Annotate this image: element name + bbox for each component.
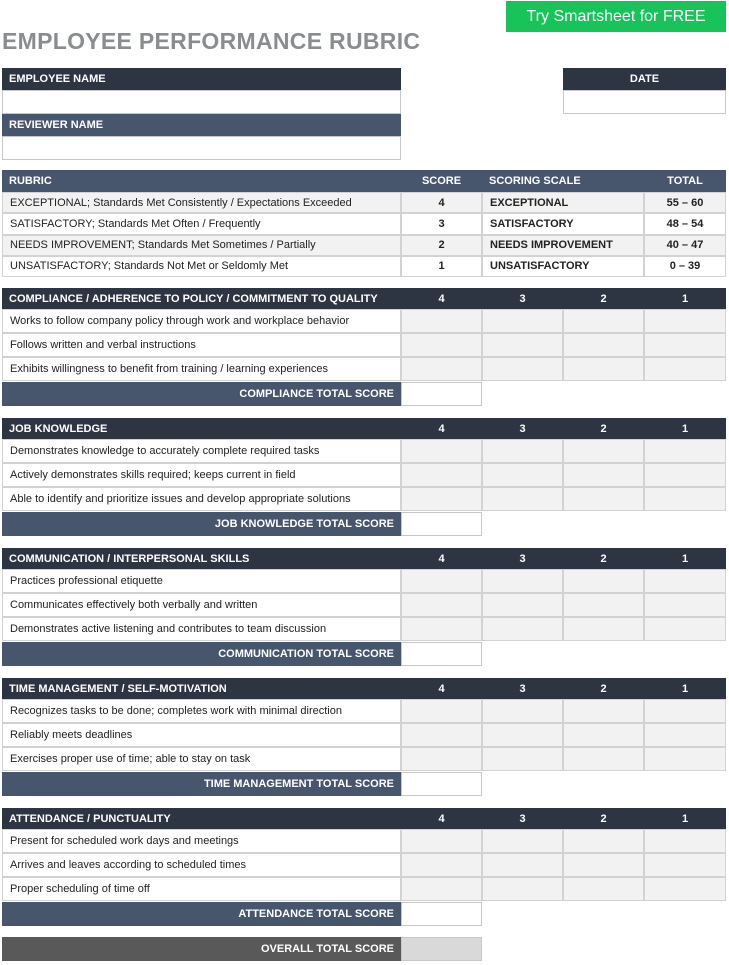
section-total-input[interactable] (401, 772, 482, 796)
score-input-cell[interactable] (401, 829, 482, 853)
date-label: DATE (563, 68, 726, 90)
reviewer-name-label: REVIEWER NAME (2, 114, 401, 136)
overall-total-input[interactable] (401, 937, 482, 961)
criteria-item: Works to follow company policy through work and workplace behavior (2, 309, 401, 333)
score-input-cell[interactable] (644, 487, 726, 511)
score-input-cell[interactable] (644, 463, 726, 487)
rubric-scale: UNSATISFACTORY (482, 256, 644, 277)
score-input-cell[interactable] (401, 877, 482, 901)
score-column-header: 2 (563, 808, 644, 829)
rubric-total-range: 40 – 47 (644, 235, 726, 256)
rubric-total-range: 48 – 54 (644, 213, 726, 234)
criteria-item: Proper scheduling of time off (2, 877, 401, 901)
score-column-header: 4 (401, 678, 482, 699)
score-input-cell[interactable] (563, 617, 644, 641)
rubric-scale: NEEDS IMPROVEMENT (482, 235, 644, 256)
score-column-header: 1 (644, 808, 726, 829)
score-column-header: 1 (644, 418, 726, 439)
score-input-cell[interactable] (644, 699, 726, 723)
rubric-scale: EXCEPTIONAL (482, 192, 644, 213)
score-input-cell[interactable] (644, 877, 726, 901)
try-smartsheet-button[interactable]: Try Smartsheet for FREE (506, 1, 726, 32)
score-input-cell[interactable] (563, 853, 644, 877)
score-input-cell[interactable] (482, 333, 563, 357)
score-input-cell[interactable] (401, 853, 482, 877)
section-title: COMPLIANCE / ADHERENCE TO POLICY / COMMITMENT TO QUALITY (2, 288, 401, 309)
section-total-label: COMPLIANCE TOTAL SCORE (2, 382, 401, 406)
score-input-cell[interactable] (563, 829, 644, 853)
score-input-cell[interactable] (482, 877, 563, 901)
criteria-item: Recognizes tasks to be done; completes work with minimal direction (2, 699, 401, 723)
score-input-cell[interactable] (401, 439, 482, 463)
page-title: EMPLOYEE PERFORMANCE RUBRIC (2, 28, 421, 54)
score-column-header: 3 (482, 548, 563, 569)
score-input-cell[interactable] (563, 877, 644, 901)
score-input-cell[interactable] (644, 333, 726, 357)
score-input-cell[interactable] (401, 593, 482, 617)
score-header: SCORE (401, 170, 482, 192)
criteria-item: Follows written and verbal instructions (2, 333, 401, 357)
scoring-scale-header: SCORING SCALE (482, 170, 644, 192)
score-input-cell[interactable] (644, 617, 726, 641)
score-input-cell[interactable] (482, 747, 563, 771)
score-column-header: 2 (563, 678, 644, 699)
rubric-score: 1 (401, 256, 482, 277)
score-input-cell[interactable] (482, 357, 563, 381)
score-input-cell[interactable] (482, 309, 563, 333)
rubric-scale: SATISFACTORY (482, 213, 644, 234)
score-input-cell[interactable] (644, 439, 726, 463)
rubric-total-range: 0 – 39 (644, 256, 726, 277)
score-input-cell[interactable] (401, 487, 482, 511)
score-column-header: 2 (563, 548, 644, 569)
score-input-cell[interactable] (563, 593, 644, 617)
score-input-cell[interactable] (482, 617, 563, 641)
section-title: ATTENDANCE / PUNCTUALITY (2, 808, 401, 829)
score-input-cell[interactable] (482, 723, 563, 747)
criteria-item: Demonstrates knowledge to accurately complete required tasks (2, 439, 401, 463)
section-title: JOB KNOWLEDGE (2, 418, 401, 439)
score-column-header: 1 (644, 288, 726, 309)
score-input-cell[interactable] (482, 569, 563, 593)
section-total-label: COMMUNICATION TOTAL SCORE (2, 642, 401, 666)
employee-name-input[interactable] (2, 90, 401, 114)
score-column-header: 3 (482, 418, 563, 439)
overall-total-label: OVERALL TOTAL SCORE (2, 937, 401, 961)
score-column-header: 1 (644, 678, 726, 699)
score-column-header: 2 (563, 288, 644, 309)
section-total-input[interactable] (401, 512, 482, 536)
rubric-header: RUBRIC (2, 170, 401, 192)
section-title: COMMUNICATION / INTERPERSONAL SKILLS (2, 548, 401, 569)
rubric-total-range: 55 – 60 (644, 192, 726, 213)
score-input-cell[interactable] (644, 853, 726, 877)
score-input-cell[interactable] (401, 333, 482, 357)
score-column-header: 2 (563, 418, 644, 439)
score-input-cell[interactable] (563, 357, 644, 381)
score-input-cell[interactable] (401, 699, 482, 723)
score-column-header: 3 (482, 678, 563, 699)
score-input-cell[interactable] (401, 747, 482, 771)
rubric-description: SATISFACTORY; Standards Met Often / Frequently (2, 213, 401, 234)
score-input-cell[interactable] (482, 853, 563, 877)
score-input-cell[interactable] (644, 747, 726, 771)
criteria-item: Practices professional etiquette (2, 569, 401, 593)
score-input-cell[interactable] (401, 723, 482, 747)
score-input-cell[interactable] (401, 463, 482, 487)
score-input-cell[interactable] (401, 617, 482, 641)
score-input-cell[interactable] (563, 309, 644, 333)
reviewer-name-input[interactable] (2, 136, 401, 160)
section-total-input[interactable] (401, 902, 482, 926)
score-input-cell[interactable] (644, 593, 726, 617)
rubric-score: 3 (401, 213, 482, 234)
criteria-item: Arrives and leaves according to scheduled times (2, 853, 401, 877)
score-input-cell[interactable] (482, 829, 563, 853)
rubric-score: 2 (401, 235, 482, 256)
score-input-cell[interactable] (401, 357, 482, 381)
section-total-label: JOB KNOWLEDGE TOTAL SCORE (2, 512, 401, 536)
score-column-header: 1 (644, 548, 726, 569)
rubric-description: UNSATISFACTORY; Standards Not Met or Seldomly Met (2, 256, 401, 277)
score-input-cell[interactable] (563, 699, 644, 723)
score-input-cell[interactable] (563, 463, 644, 487)
criteria-item: Communicates effectively both verbally and written (2, 593, 401, 617)
score-input-cell[interactable] (482, 439, 563, 463)
score-input-cell[interactable] (563, 723, 644, 747)
score-input-cell[interactable] (644, 829, 726, 853)
criteria-item: Reliably meets deadlines (2, 723, 401, 747)
rubric-description: EXCEPTIONAL; Standards Met Consistently / Expectations Exceeded (2, 192, 401, 213)
score-input-cell[interactable] (563, 333, 644, 357)
criteria-item: Demonstrates active listening and contributes to team discussion (2, 617, 401, 641)
score-input-cell[interactable] (482, 463, 563, 487)
score-column-header: 4 (401, 288, 482, 309)
score-input-cell[interactable] (563, 569, 644, 593)
score-input-cell[interactable] (563, 487, 644, 511)
score-input-cell[interactable] (644, 357, 726, 381)
score-column-header: 4 (401, 418, 482, 439)
section-title: TIME MANAGEMENT / SELF-MOTIVATION (2, 678, 401, 699)
score-input-cell[interactable] (644, 723, 726, 747)
score-input-cell[interactable] (563, 439, 644, 463)
score-input-cell[interactable] (401, 309, 482, 333)
criteria-item: Able to identify and prioritize issues and develop appropriate solutions (2, 487, 401, 511)
score-input-cell[interactable] (482, 699, 563, 723)
score-input-cell[interactable] (401, 569, 482, 593)
criteria-item: Actively demonstrates skills required; keeps current in field (2, 463, 401, 487)
score-input-cell[interactable] (482, 593, 563, 617)
score-column-header: 4 (401, 548, 482, 569)
employee-name-label: EMPLOYEE NAME (2, 68, 401, 90)
section-total-label: TIME MANAGEMENT TOTAL SCORE (2, 772, 401, 796)
rubric-description: NEEDS IMPROVEMENT; Standards Met Sometimes / Partially (2, 235, 401, 256)
section-total-input[interactable] (401, 382, 482, 406)
rubric-score: 4 (401, 192, 482, 213)
date-input[interactable] (563, 90, 726, 114)
total-header: TOTAL (644, 170, 726, 192)
score-input-cell[interactable] (644, 309, 726, 333)
section-total-input[interactable] (401, 642, 482, 666)
score-column-header: 3 (482, 288, 563, 309)
score-input-cell[interactable] (644, 569, 726, 593)
criteria-item: Exhibits willingness to benefit from training / learning experiences (2, 357, 401, 381)
criteria-item: Present for scheduled work days and meetings (2, 829, 401, 853)
score-column-header: 4 (401, 808, 482, 829)
score-input-cell[interactable] (563, 747, 644, 771)
criteria-item: Exercises proper use of time; able to stay on task (2, 747, 401, 771)
section-total-label: ATTENDANCE TOTAL SCORE (2, 902, 401, 926)
score-input-cell[interactable] (482, 487, 563, 511)
score-column-header: 3 (482, 808, 563, 829)
